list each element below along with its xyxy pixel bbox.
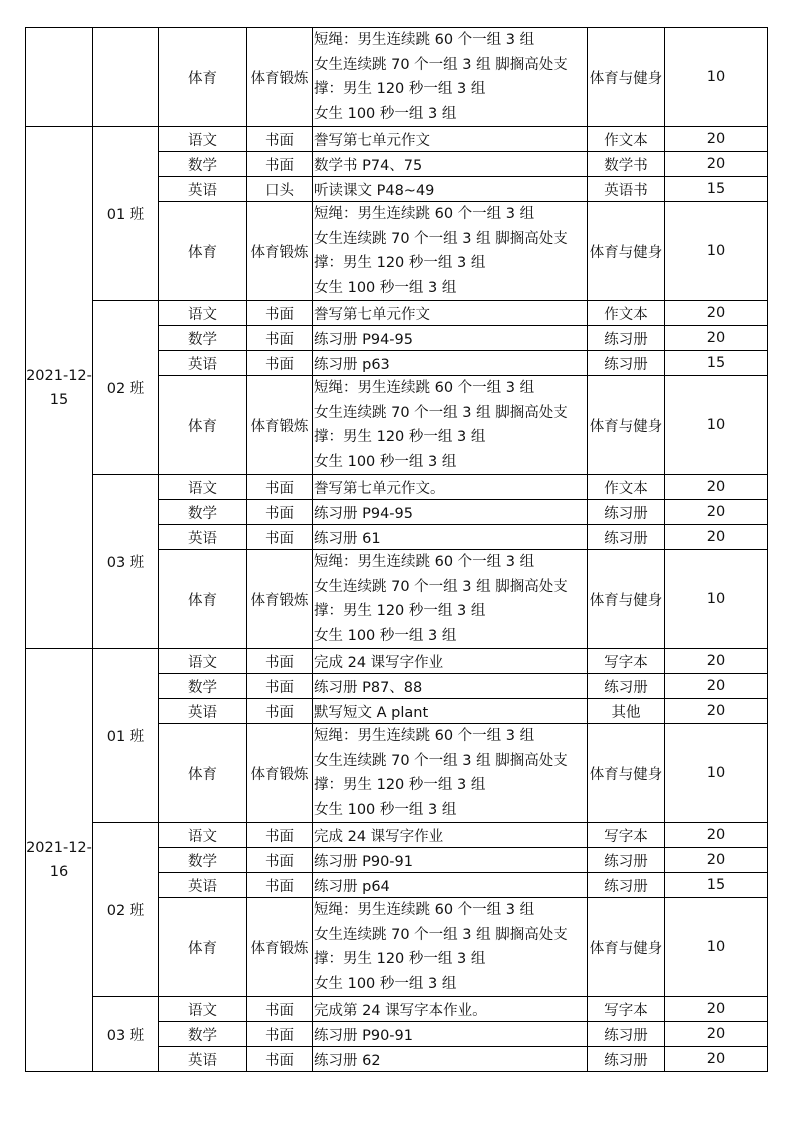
pe-line-2: 女生连续跳 70 个一组 3 组 脚搁高处支 xyxy=(314,230,568,247)
date-line-2: 16 xyxy=(49,864,69,880)
content-cell: 练习册 P90-91 xyxy=(313,1022,588,1047)
content-cell: 练习册 62 xyxy=(313,1047,588,1072)
type-cell: 书面 xyxy=(247,848,313,873)
content-cell-pe xyxy=(313,376,588,475)
class-cell: 01 班 xyxy=(93,649,159,823)
type-cell: 书面 xyxy=(247,823,313,848)
class-cell: 03 班 xyxy=(93,997,159,1072)
minutes-cell: 20 xyxy=(665,823,768,848)
subject-cell: 体育 xyxy=(159,202,247,301)
minutes-cell: 15 xyxy=(665,351,768,376)
pe-line-1: 短绳：男生连续跳 60 个一组 3 组 xyxy=(314,554,535,570)
material-cell: 写字本 xyxy=(588,823,665,848)
minutes-cell: 20 xyxy=(665,152,768,177)
material-cell: 数学书 xyxy=(588,152,665,177)
minutes-cell: 10 xyxy=(665,724,768,823)
minutes-cell: 20 xyxy=(665,997,768,1022)
type-cell: 书面 xyxy=(247,1047,313,1072)
material-cell: 练习册 xyxy=(588,500,665,525)
content-cell: 完成 24 课写字作业 xyxy=(313,649,588,674)
minutes-cell: 20 xyxy=(665,649,768,674)
subject-cell: 语文 xyxy=(159,475,247,500)
subject-cell: 数学 xyxy=(159,326,247,351)
type-cell: 书面 xyxy=(247,152,313,177)
pe-line-1: 短绳：男生连续跳 60 个一组 3 组 xyxy=(314,728,535,744)
date-cell xyxy=(26,127,93,649)
minutes-cell: 20 xyxy=(665,127,768,152)
table-row xyxy=(26,28,768,127)
pe-line-4: 女生 100 秒一组 3 组 xyxy=(314,105,457,122)
content-cell: 练习册 p63 xyxy=(313,351,588,376)
class-cell: 02 班 xyxy=(93,823,159,997)
minutes-cell: 20 xyxy=(665,500,768,525)
subject-cell: 英语 xyxy=(159,873,247,898)
material-cell: 写字本 xyxy=(588,649,665,674)
type-cell: 体育锻炼 xyxy=(247,550,313,649)
content-cell-pe xyxy=(313,202,588,301)
table-row xyxy=(26,997,768,1022)
pe-line-2: 女生连续跳 70 个一组 3 组 脚搁高处支 xyxy=(314,578,568,595)
minutes-cell: 10 xyxy=(665,28,768,127)
content-cell: 誊写第七单元作文 xyxy=(313,127,588,152)
pe-line-2: 女生连续跳 70 个一组 3 组 脚搁高处支 xyxy=(314,404,568,421)
minutes-cell: 20 xyxy=(665,674,768,699)
material-cell: 练习册 xyxy=(588,674,665,699)
content-cell: 练习册 P94-95 xyxy=(313,326,588,351)
material-cell: 体育与健身 xyxy=(588,898,665,997)
material-cell: 其他 xyxy=(588,699,665,724)
content-cell: 誊写第七单元作文 xyxy=(313,301,588,326)
type-cell: 体育锻炼 xyxy=(247,202,313,301)
pe-line-2: 女生连续跳 70 个一组 3 组 脚搁高处支 xyxy=(314,926,568,943)
minutes-cell: 20 xyxy=(665,848,768,873)
minutes-cell: 20 xyxy=(665,326,768,351)
content-cell: 完成 24 课写字作业 xyxy=(313,823,588,848)
material-cell: 作文本 xyxy=(588,127,665,152)
material-cell: 练习册 xyxy=(588,525,665,550)
subject-cell: 语文 xyxy=(159,823,247,848)
table-row xyxy=(26,475,768,500)
material-cell: 作文本 xyxy=(588,475,665,500)
class-cell: 02 班 xyxy=(93,301,159,475)
table-row xyxy=(26,823,768,848)
type-cell: 书面 xyxy=(247,475,313,500)
pe-line-3: 撑：男生 120 秒一组 3 组 xyxy=(314,81,486,97)
type-cell: 书面 xyxy=(247,649,313,674)
type-cell: 书面 xyxy=(247,500,313,525)
material-cell: 写字本 xyxy=(588,997,665,1022)
homework-schedule-page xyxy=(25,27,767,1072)
pe-line-1: 短绳：男生连续跳 60 个一组 3 组 xyxy=(314,902,535,918)
subject-cell: 数学 xyxy=(159,500,247,525)
type-cell: 书面 xyxy=(247,326,313,351)
minutes-cell: 10 xyxy=(665,898,768,997)
type-cell: 书面 xyxy=(247,1022,313,1047)
type-cell: 书面 xyxy=(247,699,313,724)
minutes-cell: 15 xyxy=(665,177,768,202)
content-cell-pe xyxy=(313,724,588,823)
date-line-1: 2021-12- xyxy=(26,840,92,856)
type-cell: 书面 xyxy=(247,351,313,376)
type-cell: 体育锻炼 xyxy=(247,724,313,823)
minutes-cell: 20 xyxy=(665,525,768,550)
pe-line-3: 撑：男生 120 秒一组 3 组 xyxy=(314,603,486,619)
date-cell-empty xyxy=(26,28,93,127)
content-cell: 练习册 P87、88 xyxy=(313,674,588,699)
content-cell-pe xyxy=(313,550,588,649)
type-cell: 书面 xyxy=(247,873,313,898)
date-cell xyxy=(26,649,93,1072)
content-cell: 誊写第七单元作文。 xyxy=(313,475,588,500)
subject-cell: 语文 xyxy=(159,301,247,326)
pe-line-4: 女生 100 秒一组 3 组 xyxy=(314,453,457,470)
type-cell: 口头 xyxy=(247,177,313,202)
type-cell: 书面 xyxy=(247,525,313,550)
table-row xyxy=(26,301,768,326)
subject-cell: 英语 xyxy=(159,525,247,550)
material-cell: 练习册 xyxy=(588,873,665,898)
minutes-cell: 20 xyxy=(665,475,768,500)
material-cell: 体育与健身 xyxy=(588,550,665,649)
material-cell: 练习册 xyxy=(588,351,665,376)
subject-cell: 英语 xyxy=(159,351,247,376)
material-cell: 练习册 xyxy=(588,1047,665,1072)
content-cell: 练习册 P94-95 xyxy=(313,500,588,525)
subject-cell: 数学 xyxy=(159,848,247,873)
pe-line-4: 女生 100 秒一组 3 组 xyxy=(314,279,457,296)
material-cell: 练习册 xyxy=(588,326,665,351)
material-cell: 作文本 xyxy=(588,301,665,326)
material-cell: 体育与健身 xyxy=(588,724,665,823)
content-cell: 练习册 P90-91 xyxy=(313,848,588,873)
type-cell: 书面 xyxy=(247,301,313,326)
class-cell: 01 班 xyxy=(93,127,159,301)
subject-cell: 英语 xyxy=(159,1047,247,1072)
class-cell: 03 班 xyxy=(93,475,159,649)
homework-table xyxy=(25,27,768,1072)
table-row xyxy=(26,127,768,152)
content-cell: 默写短文 A plant xyxy=(313,699,588,724)
content-cell: 数学书 P74、75 xyxy=(313,152,588,177)
material-cell: 体育与健身 xyxy=(588,376,665,475)
pe-line-3: 撑：男生 120 秒一组 3 组 xyxy=(314,429,486,445)
subject-cell: 语文 xyxy=(159,127,247,152)
pe-line-1: 短绳：男生连续跳 60 个一组 3 组 xyxy=(314,32,535,48)
material-cell: 体育与健身 xyxy=(588,28,665,127)
pe-line-3: 撑：男生 120 秒一组 3 组 xyxy=(314,255,486,271)
minutes-cell: 20 xyxy=(665,699,768,724)
pe-line-2: 女生连续跳 70 个一组 3 组 脚搁高处支 xyxy=(314,752,568,769)
content-cell: 练习册 p64 xyxy=(313,873,588,898)
subject-cell: 语文 xyxy=(159,649,247,674)
type-cell: 书面 xyxy=(247,997,313,1022)
pe-line-2: 女生连续跳 70 个一组 3 组 脚搁高处支 xyxy=(314,56,568,73)
pe-line-3: 撑：男生 120 秒一组 3 组 xyxy=(314,777,486,793)
minutes-cell: 10 xyxy=(665,376,768,475)
content-cell: 听读课文 P48~49 xyxy=(313,177,588,202)
minutes-cell: 20 xyxy=(665,1047,768,1072)
content-cell-pe xyxy=(313,898,588,997)
subject-cell: 语文 xyxy=(159,997,247,1022)
subject-cell: 体育 xyxy=(159,376,247,475)
type-cell: 书面 xyxy=(247,127,313,152)
pe-line-4: 女生 100 秒一组 3 组 xyxy=(314,975,457,992)
subject-cell: 数学 xyxy=(159,152,247,177)
date-line-2: 15 xyxy=(49,391,69,408)
pe-line-1: 短绳：男生连续跳 60 个一组 3 组 xyxy=(314,380,535,396)
content-cell: 练习册 61 xyxy=(313,525,588,550)
pe-line-4: 女生 100 秒一组 3 组 xyxy=(314,627,457,644)
minutes-cell: 10 xyxy=(665,202,768,301)
date-line-1: 2021-12- xyxy=(26,367,92,384)
pe-line-1: 短绳：男生连续跳 60 个一组 3 组 xyxy=(314,206,535,222)
type-cell: 体育锻炼 xyxy=(247,376,313,475)
subject-cell: 英语 xyxy=(159,177,247,202)
subject-cell: 数学 xyxy=(159,674,247,699)
minutes-cell: 15 xyxy=(665,873,768,898)
pe-line-4: 女生 100 秒一组 3 组 xyxy=(314,801,457,818)
subject-cell: 体育 xyxy=(159,550,247,649)
minutes-cell: 20 xyxy=(665,1022,768,1047)
subject-cell: 英语 xyxy=(159,699,247,724)
class-cell-empty xyxy=(93,28,159,127)
minutes-cell: 20 xyxy=(665,301,768,326)
content-cell: 完成第 24 课写字本作业。 xyxy=(313,997,588,1022)
subject-cell: 体育 xyxy=(159,898,247,997)
pe-line-3: 撑：男生 120 秒一组 3 组 xyxy=(314,951,486,967)
subject-cell: 体育 xyxy=(159,28,247,127)
type-cell: 体育锻炼 xyxy=(247,28,313,127)
material-cell: 体育与健身 xyxy=(588,202,665,301)
subject-cell: 数学 xyxy=(159,1022,247,1047)
subject-cell: 体育 xyxy=(159,724,247,823)
type-cell: 体育锻炼 xyxy=(247,898,313,997)
material-cell: 练习册 xyxy=(588,848,665,873)
content-cell-pe xyxy=(313,28,588,127)
table-row xyxy=(26,649,768,674)
type-cell: 书面 xyxy=(247,674,313,699)
material-cell: 英语书 xyxy=(588,177,665,202)
material-cell: 练习册 xyxy=(588,1022,665,1047)
minutes-cell: 10 xyxy=(665,550,768,649)
